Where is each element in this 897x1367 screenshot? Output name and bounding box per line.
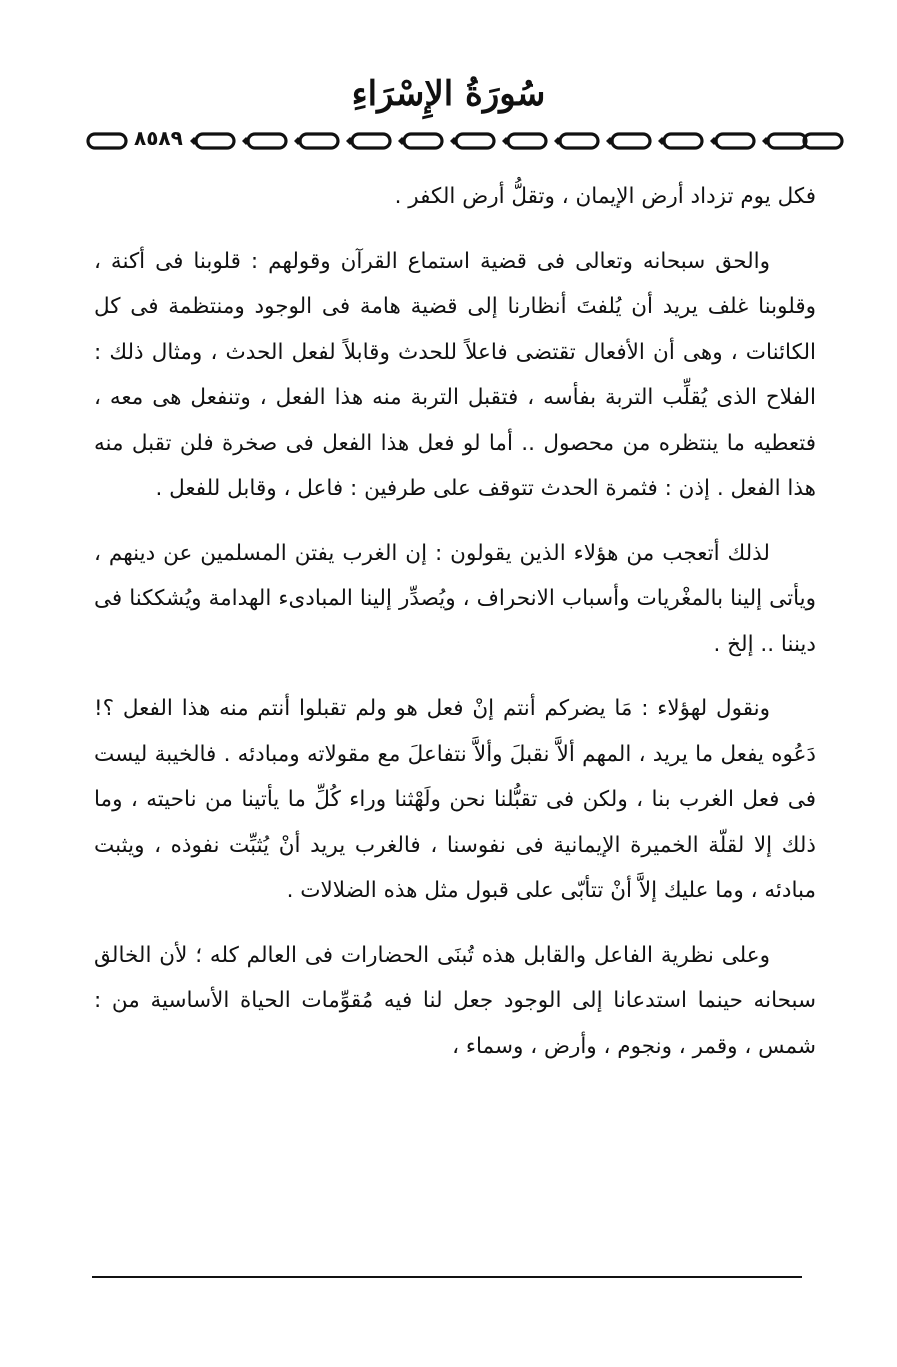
paragraph: لذلك أتعجب من هؤلاء الذين يقولون : إن الغرب يفتن المسلمين عن دينهم ، ويأتى إلينا بالمغْريات وأسباب الانحراف ، ويُصدِّر إلينا المبادىء الهدامة ويُشككنا فى ديننا .. إلخ . [94,540,816,657]
ornamental-chain-border [86,128,844,154]
footer-rule [92,1276,802,1278]
surah-title: سُورَةُ الإِسْرَاءِ [351,74,546,114]
paragraph-continuation: فكل يوم تزداد أرض الإيمان ، وتقلُّ أرض الكفر . [394,184,816,209]
page-number: ٨٥٨٩ [134,126,183,150]
paragraph: ونقول لهؤلاء : مَا يضركم أنتم إنْ فعل هو ولم تقبلوا أنتم منه هذا الفعل ؟! دَعُوه يفعل ما يريد ، المهم ألاَّ نقبلَ وألاَّ نتفاعلَ مع مقولاته ومبادئه . فالخيبة ليست فى فعل الغرب بنا ، ولكن فى تقبُّلنا نحن ولَهْثنا وراء كُلِّ ما يأتينا من ناحيته ، وما ذلك إلا لقلّة الخميرة الإيمانية فى نفوسنا ، فالغرب يريد أنْ يُثبِّت نفوذه ، ويثبت مبادئه ، وما عليك إلاَّ أنْ تتأبّى على قبول مثل هذه الضلالات . [94,696,816,903]
paragraph: وعلى نظرية الفاعل والقابل هذه تُبنَى الحضارات فى العالم كله ؛ لأن الخالق سبحانه حينما استدعانا إلى الوجود جعل لنا فيه مُقوِّمات الحياة الأساسية من : شمس ، وقمر ، ونجوم ، وأرض ، وسماء ، [94,942,816,1059]
paragraph: والحق سبحانه وتعالى فى قضية استماع القرآن وقولهم : قلوبنا فى أكنة ، وقلوبنا غلف يريد أن يُلفتَ أنظارنا إلى قضية هامة فى الوجود ومنتظمة فى كل الكائنات ، وهى أن الأفعال تقتضى فاعلاً للحدث وقابلاً لفعل الحدث ، ومثال ذلك : الفلاح الذى يُقلِّب التربة بفأسه ، فتقبل التربة منه هذا الفعل ، وتنفعل هى معه ، فتعطيه ما ينتظره من محصول .. أما لو فعل هذا الفعل فى صخرة فلن تقبل منه هذا الفعل . إذن : فثمرة الحدث تتوقف على طرفين : فاعل ، وقابل للفعل . [94,248,816,501]
body-text [94,174,816,1069]
